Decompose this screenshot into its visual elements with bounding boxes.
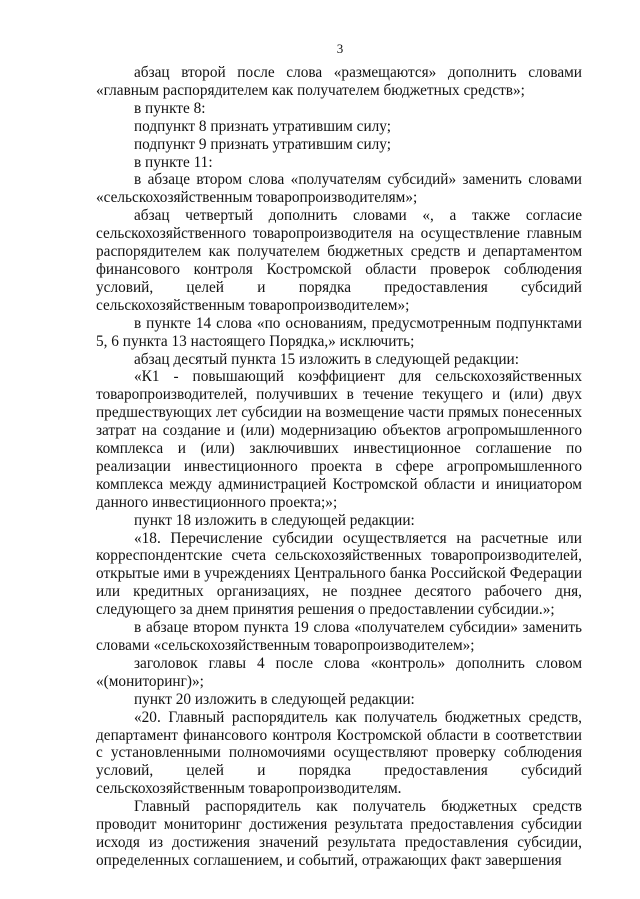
- paragraph-17: Главный распорядитель как получатель бюджетных средств проводит мониторинг достижения результата предоставления субсидии исходя из достижения значений результата предоставления субсидии, определенных соглашением, и событий, отражающих факт завершения: [96, 798, 582, 869]
- page-number: 3: [336, 41, 344, 56]
- paragraph-7: абзац четвертый дополнить словами «, а также согласие сельскохозяйственного товаропроизводителя на осуществление главным распорядителем как получателем бюджетных средств и департаментом финансового контроля Костромской области проверок соблюдения условий, целей и порядка предоставления субсидий сельскохозяйственным товаропроизводителем»;: [96, 207, 582, 314]
- paragraph-4: подпункт 9 признать утратившим силу;: [134, 135, 391, 153]
- paragraph-8: в пункте 14 слова «по основаниям, предусмотренным подпунктами 5, 6 пункта 13 настоящего Порядка,» исключить;: [96, 314, 582, 350]
- paragraph-9: абзац десятый пункта 15 изложить в следующей редакции:: [134, 350, 519, 368]
- paragraph-5: в пункте 11:: [134, 153, 213, 171]
- paragraph-15: пункт 20 изложить в следующей редакции:: [134, 690, 415, 708]
- paragraph-1: абзац второй после слова «размещаются» дополнить словами «главным распорядителем как получателем бюджетных средств»;: [96, 64, 582, 99]
- paragraph-6: в абзаце втором слова «получателям субсидий» заменить словами «сельскохозяйственным товаропроизводителям»;: [96, 171, 582, 207]
- paragraph-13: в абзаце втором пункта 19 слова «получателем субсидии» заменить словами «сельскохозяйственным товаропроизводителем»;: [96, 619, 582, 654]
- paragraph-12: «18. Перечисление субсидии осуществляется на расчетные или корреспондентские счета сельскохозяйственных товаропроизводителей, открытые ими в учреждениях Центрального банка Российской Федерации или кредитных организациях, не позднее десятого рабочего дня, следующего за днем принятия решения о предоставлении субсидии.»;: [96, 529, 582, 619]
- paragraph-10: «К1 - повышающий коэффициент для сельскохозяйственных товаропроизводителей, получивших в течение текущего и (или) двух предшествующих лет субсидии на возмещение части прямых понесенных затрат на создание и (или) модернизацию объектов агропромышленного комплекса и (или) заключивших инвестиционное соглашение по реализации инвестиционного проекта в сфере агропромышленного комплекса между администрацией Костромской области и инициатором данного инвестиционного проекта;»;: [96, 368, 582, 511]
- paragraph-3: подпункт 8 признать утратившим силу;: [134, 117, 391, 135]
- document-body: [96, 64, 582, 870]
- paragraph-11: пункт 18 изложить в следующей редакции:: [134, 511, 415, 529]
- paragraph-2: в пункте 8:: [134, 99, 206, 117]
- paragraph-16: «20. Главный распорядитель как получатель бюджетных средств, департамент финансового контроля Костромской области в соответствии с установленными полномочиями осуществляют проверку соблюдения условий, целей и порядка предоставления субсидий сельскохозяйственным товаропроизводителям.: [96, 708, 582, 798]
- paragraph-14: заголовок главы 4 после слова «контроль» дополнить словом «(мониторинг)»;: [96, 654, 582, 690]
